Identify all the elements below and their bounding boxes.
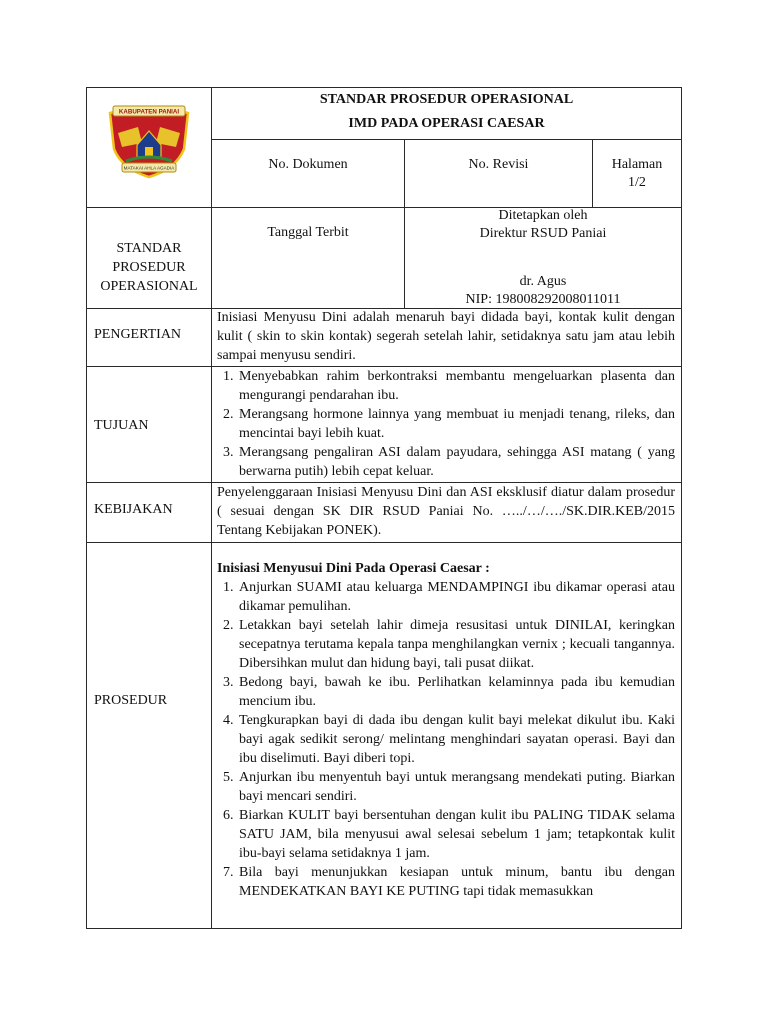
- prosedur-heading: Inisiasi Menyusui Dini Pada Operasi Caesar :: [217, 561, 490, 576]
- prosedur-label: PROSEDUR: [94, 693, 168, 708]
- logo-text-top: KABUPATEN PANIAI: [118, 108, 180, 116]
- kabupaten-paniai-logo: [104, 103, 194, 179]
- sop-label-line: PROSEDUR: [112, 260, 186, 275]
- item-text: Anjurkan ibu menyentuh bayi untuk merangsang mendekati puting. Biarkan bayi mencari sendiri.: [239, 770, 675, 804]
- pengertian-text: Inisiasi Menyusu Dini adalah menaruh bayi didada bayi, kontak kulit dengan kulit ( skin to skin kontak) segerah setelah lahir, setidaknya satu jam atau lebih sampai menyusu sendiri.: [217, 310, 675, 363]
- tujuan-item: [217, 443, 675, 481]
- prosedur-item: [217, 616, 675, 673]
- row-line: [86, 542, 682, 543]
- ditetapkan-oleh: Ditetapkan oleh: [498, 208, 588, 223]
- item-number: 5.: [223, 770, 234, 785]
- tujuan-item: [217, 367, 675, 405]
- prosedur-item: [217, 578, 675, 616]
- halaman-value: 1/2: [628, 175, 646, 190]
- item-number: 3.: [223, 445, 234, 460]
- item-text: Tengkurapkan bayi di dada ibu dengan kulit bayi melekat dikulut ibu. Kaki bayi agak sedikit serong/ melintang menghindari sayatan operasi. Bayi dan ibu diselimuti. Bayi diberi topi.: [239, 713, 675, 766]
- pengertian-label: PENGERTIAN: [94, 327, 182, 342]
- item-text: Anjurkan SUAMI atau keluarga MENDAMPINGI ibu dikamar operasi atau dikamar pemulihan.: [239, 580, 675, 614]
- logo-text-bottom: MATAKAI AHLA AGADIA: [123, 165, 175, 171]
- kebijakan-label: KEBIJAKAN: [94, 502, 173, 517]
- table-border-top: [86, 87, 682, 88]
- item-text: Biarkan KULIT bayi bersentuhan dengan kulit ibu PALING TIDAK selama SATU JAM, bila menyusui awal selesai sebelum 1 jam; tetapkontak kulit ibu-bayi selama setidaknya 1 jam.: [239, 808, 675, 861]
- tanggal-terbit-label: Tanggal Terbit: [267, 225, 349, 240]
- no-revisi-label: No. Revisi: [468, 157, 529, 172]
- item-number: 2.: [223, 618, 234, 633]
- prosedur-item: [217, 768, 675, 806]
- halaman-label: Halaman: [611, 157, 663, 172]
- direktur: Direktur RSUD Paniai: [479, 226, 607, 241]
- document-title: STANDAR PROSEDUR OPERASIONAL: [319, 92, 574, 107]
- prosedur-item: [217, 711, 675, 768]
- no-dokumen-label: No. Dokumen: [268, 157, 348, 172]
- tujuan-item: [217, 405, 675, 443]
- prosedur-item: [217, 806, 675, 863]
- signer-nip: NIP: 198008292008011011: [465, 292, 621, 307]
- item-text: Letakkan bayi setelah lahir dimeja resusitasi untuk DINILAI, keringkan secepatnya terutama kepala tanpa menghilangkan vernix ; kecuali tangannya. Dibersihkan mulut dan hidung bayi, tali pusat diikat.: [239, 618, 675, 671]
- item-number: 1.: [223, 580, 234, 595]
- item-text: Bila bayi menunjukkan kesiapan untuk minum, bantu ibu dengan MENDEKATKAN BAYI KE PUTING tapi tidak memasukkan: [239, 865, 675, 899]
- table-border-right: [681, 87, 682, 929]
- row-line: [211, 139, 682, 140]
- item-number: 3.: [223, 675, 234, 690]
- document-subtitle: IMD PADA OPERASI CAESAR: [348, 116, 545, 131]
- item-number: 6.: [223, 808, 234, 823]
- item-number: 4.: [223, 713, 234, 728]
- tujuan-list: [217, 367, 675, 481]
- prosedur-item: [217, 673, 675, 711]
- sop-label-line: OPERASIONAL: [100, 279, 198, 294]
- table-border-left: [86, 87, 87, 929]
- table-col-divider: [211, 87, 212, 929]
- item-text: Merangsang pengaliran ASI dalam payudara, sehingga ASI matang ( yang berwarna putih) lebih cepat keluar.: [239, 445, 675, 479]
- kebijakan-text: Penyelenggaraan Inisiasi Menyusu Dini dan ASI eksklusif diatur dalam prosedur ( sesuai dengan SK DIR RSUD Paniai No. …../…/…./SK.DIR.KEB/2015 Tentang Kebijakan PONEK).: [217, 485, 675, 538]
- item-number: 1.: [223, 369, 234, 384]
- prosedur-item: [217, 863, 675, 901]
- tujuan-label: TUJUAN: [94, 418, 149, 433]
- sop-label: [87, 239, 211, 296]
- prosedur-list: [217, 578, 675, 901]
- item-text: Menyebabkan rahim berkontraksi membantu mengeluarkan plasenta dan mengurangi pendarahan ibu.: [239, 369, 675, 403]
- table-border-bottom: [86, 928, 682, 929]
- item-text: Merangsang hormone lainnya yang membuat iu menjadi tenang, rileks, dan mencintai bayi lebih kuat.: [239, 407, 675, 441]
- sop-label-line: STANDAR: [116, 241, 182, 256]
- item-number: 7.: [223, 865, 234, 880]
- signer-name: dr. Agus: [519, 274, 567, 289]
- item-text: Bedong bayi, bawah ke ibu. Perlihatkan kelaminnya pada ibu kemudian mencium ibu.: [239, 675, 675, 709]
- item-number: 2.: [223, 407, 234, 422]
